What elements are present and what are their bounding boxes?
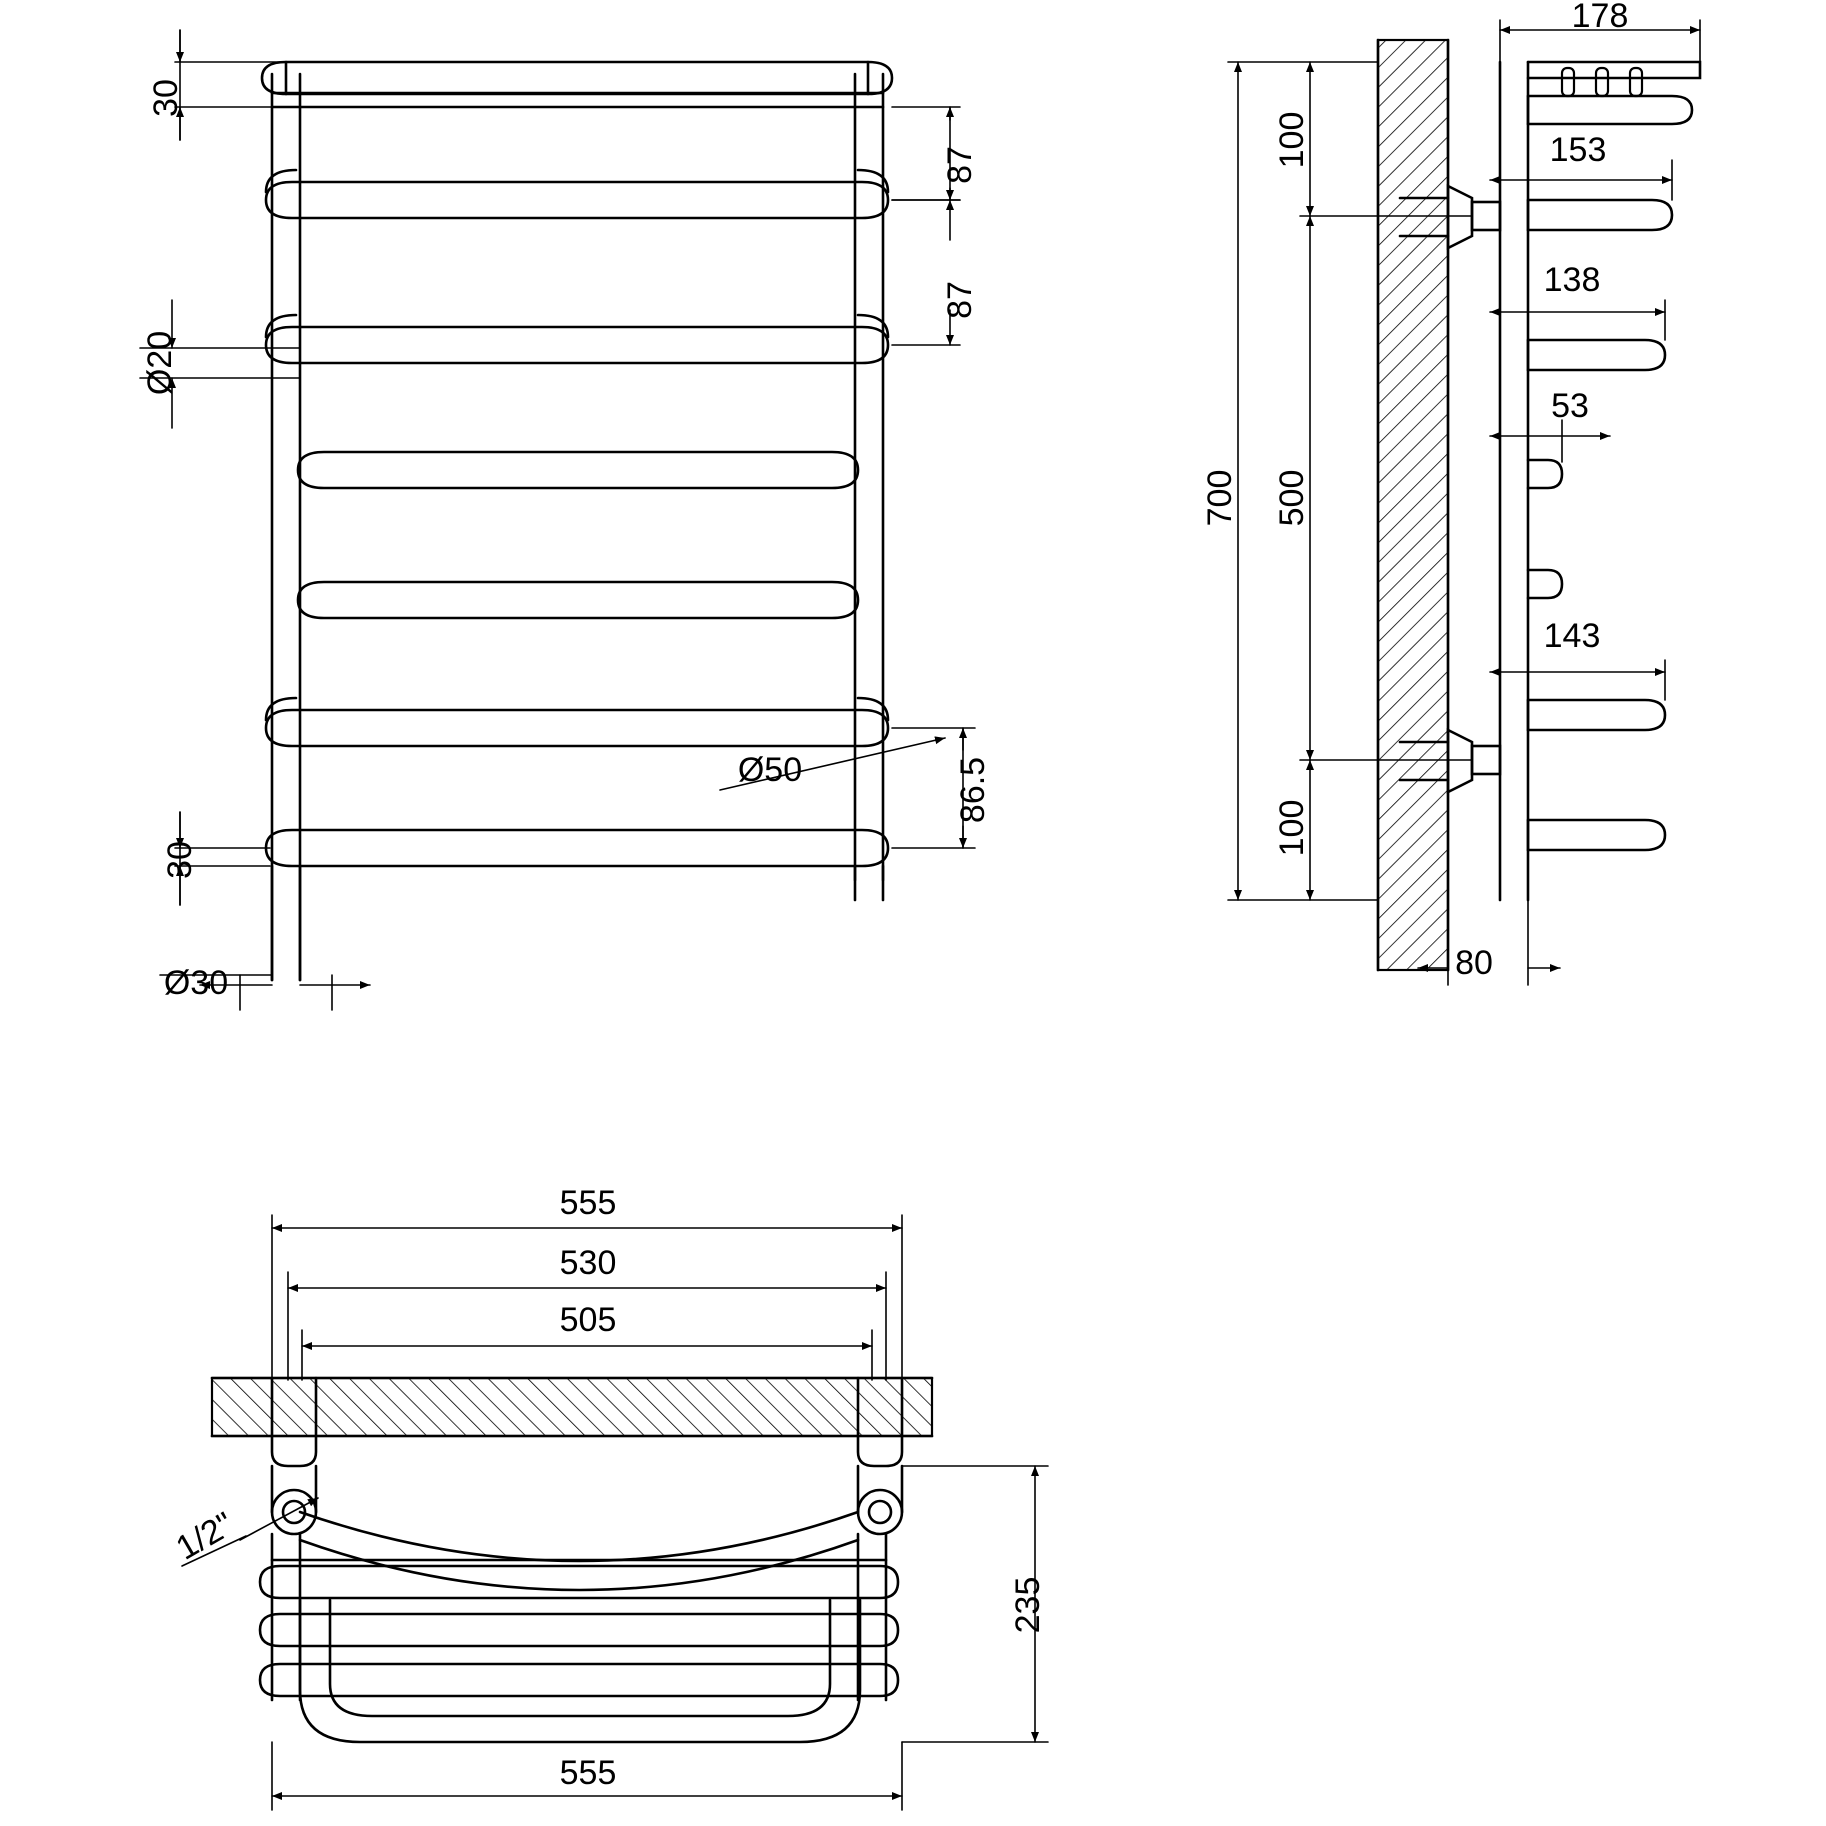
side-dim-total-height: 700: [1200, 469, 1239, 527]
top-dim-bottom-width: 555: [559, 1753, 617, 1792]
side-dim-top-offset: 100: [1272, 111, 1311, 169]
side-dim-bracket-depth: 80: [1455, 943, 1493, 982]
front-dim-top-offset: 30: [146, 79, 185, 117]
side-dim-arm-2: 138: [1543, 260, 1601, 299]
side-dim-center-distance: 500: [1272, 469, 1311, 527]
top-view: [212, 1378, 932, 1742]
front-dim-tube-diameter: Ø20: [140, 330, 179, 396]
top-dim-depth: 235: [1008, 1576, 1047, 1634]
front-view-dimensions: [140, 30, 975, 1010]
side-dim-arm-4: 143: [1543, 616, 1601, 655]
front-dim-spacing-1: 87: [940, 146, 979, 184]
top-dim-overall-width: 555: [559, 1183, 617, 1222]
front-dim-spacing-2: 87: [940, 281, 979, 319]
front-view: [262, 62, 892, 980]
side-dim-arm-1: 153: [1549, 130, 1607, 169]
side-dim-arm-3: 53: [1551, 386, 1589, 425]
front-dim-bend-radius: Ø50: [737, 750, 803, 789]
front-dim-post-diameter: Ø30: [163, 963, 229, 1002]
top-dim-thread: 1/2": [169, 1504, 241, 1568]
side-dim-shelf-depth: 178: [1571, 0, 1629, 35]
side-dim-bottom-offset: 100: [1272, 799, 1311, 857]
top-dim-mount-width: 530: [559, 1243, 617, 1282]
top-dim-inner-width: 505: [559, 1300, 617, 1339]
front-dim-bottom-offset: 30: [160, 841, 199, 879]
front-dim-lower-spacing: 86.5: [953, 756, 992, 824]
